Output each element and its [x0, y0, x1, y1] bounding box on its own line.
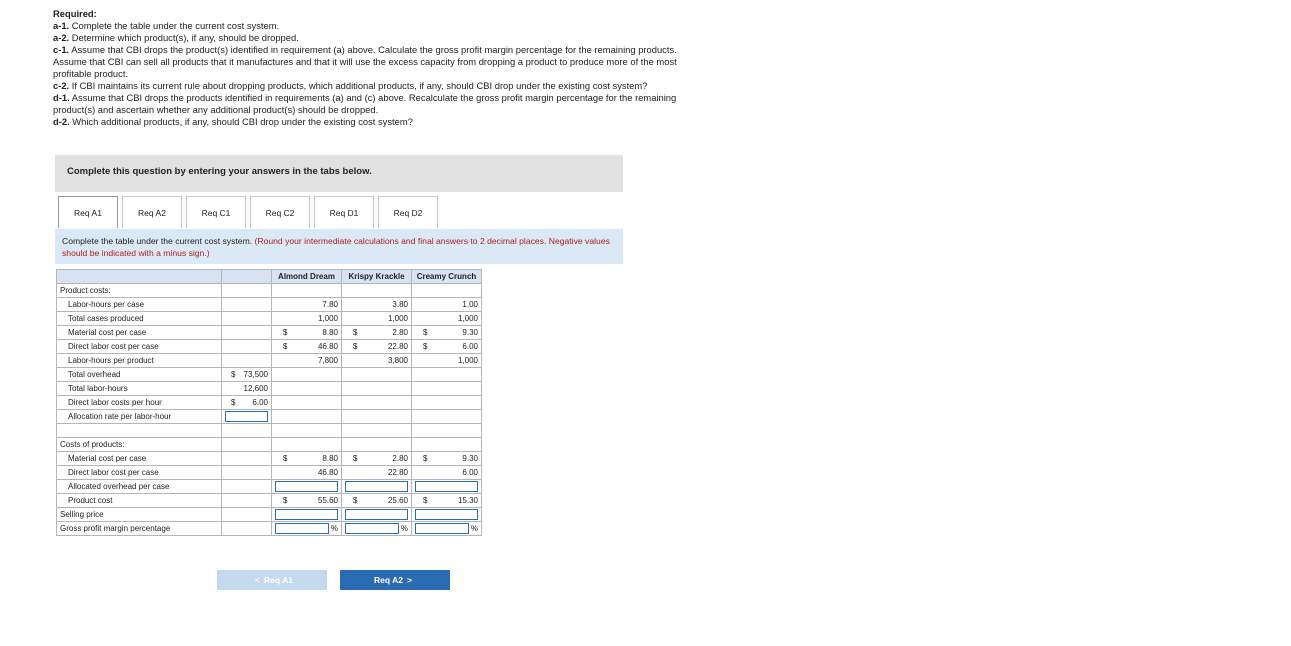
tab-req-d2[interactable]: Req D2	[378, 196, 438, 228]
allocated-overhead-creamy-input[interactable]	[415, 481, 478, 492]
chevron-left-icon: <	[255, 575, 260, 585]
selling-price-krispy-input[interactable]	[345, 509, 408, 520]
tab-bar	[58, 196, 442, 229]
requirement-d2: d-2. Which additional products, if any, should CBI drop under the existing cost system?	[53, 116, 413, 127]
prev-tab-button[interactable]: < Req A1	[217, 570, 327, 590]
gross-margin-krispy-input[interactable]	[345, 523, 399, 534]
header-row	[57, 270, 482, 284]
table-row: Material cost per case $ 8.80 $ 2.80 $ 9.30	[57, 452, 482, 466]
selling-price-almond-input[interactable]	[275, 509, 338, 520]
table-row: Total labor-hours 12,600	[57, 382, 482, 396]
tab-req-d1[interactable]: Req D1	[314, 196, 374, 228]
table-row: Total overhead $ 73,500	[57, 368, 482, 382]
requirements-title: Required:	[53, 8, 97, 19]
table-row: Gross profit margin percentage % % %	[57, 522, 482, 536]
tab-req-a2[interactable]: Req A2	[122, 196, 182, 228]
product-costs-label: Product costs:	[57, 284, 222, 298]
chevron-right-icon: >	[407, 575, 412, 585]
rounding-note: (Round your intermediate calculations and final answers to 2 decimal places. Negative values should be indicated with a minus sign.)	[62, 236, 610, 258]
table-row: Allocated overhead per case	[57, 480, 482, 494]
instructions-banner	[55, 155, 623, 192]
tab-req-c1[interactable]: Req C1	[186, 196, 246, 228]
requirement-a2: a-2. Determine which product(s), if any, should be dropped.	[53, 32, 299, 43]
header-krispy-krackle: Krispy Krackle	[342, 270, 412, 284]
allocated-overhead-almond-input[interactable]	[275, 481, 338, 492]
table-instructions: Complete the table under the current cost system. (Round your intermediate calculations and final answers to 2 decimal places. Negative values should be indicated with a minus sign.)	[55, 229, 623, 264]
requirement-c2: c-2. If CBI maintains its current rule about dropping products, which additional products, if any, should CBI drop under the existing cost system?	[53, 80, 648, 91]
table-row: Labor-hours per case 7.80 3.80 1.00	[57, 298, 482, 312]
table-row: Product cost $ 55.60 $ 25.60 $ 15.30	[57, 494, 482, 508]
banner-text: Complete this question by entering your answers in the tabs below.	[67, 166, 372, 177]
gross-margin-creamy-input[interactable]	[415, 523, 469, 534]
tab-req-a1[interactable]: Req A1	[58, 196, 118, 228]
table-row: Total cases produced 1,000 1,000 1,000	[57, 312, 482, 326]
selling-price-creamy-input[interactable]	[415, 509, 478, 520]
next-tab-button[interactable]: Req A2 >	[340, 570, 450, 590]
table-row	[57, 424, 482, 438]
cost-table	[56, 269, 482, 536]
allocated-overhead-krispy-input[interactable]	[345, 481, 408, 492]
table-row: Selling price	[57, 508, 482, 522]
header-almond-dream: Almond Dream	[272, 270, 342, 284]
allocation-rate-input[interactable]	[225, 411, 268, 422]
tab-req-c2[interactable]: Req C2	[250, 196, 310, 228]
table-row: Allocation rate per labor-hour	[57, 410, 482, 424]
requirement-d1: d-1. Assume that CBI drops the products identified in requirements (a) and (c) above. Recalculate the gross profit margin percentage for the remaining product(s) and ascertain whether any additional product(s) should be dropped.	[53, 92, 677, 115]
table-row: Labor-hours per product 7,800 3,800 1,000	[57, 354, 482, 368]
costs-of-products-label: Costs of products:	[57, 438, 222, 452]
gross-margin-almond-input[interactable]	[275, 523, 329, 534]
table-row	[57, 284, 482, 298]
table-row: Direct labor cost per case 46.80 22.80 6.00	[57, 466, 482, 480]
requirement-c1: c-1. Assume that CBI drops the product(s) identified in requirement (a) above. Calculate the gross profit margin percentage for the remaining products. Assume that CBI can sell all products that it manufactures and that it will use the excess capacity from dropping a product to produce more of the most profitable product.	[53, 44, 677, 79]
table-row: Direct labor cost per case $ 46.80 $ 22.80 $ 6.00	[57, 340, 482, 354]
table-row: Material cost per case $ 8.80 $ 2.80 $ 9.30	[57, 326, 482, 340]
requirements-block	[53, 8, 683, 128]
requirement-a1: a-1. Complete the table under the current cost system.	[53, 20, 280, 31]
table-row: Direct labor costs per hour $ 6.00	[57, 396, 482, 410]
table-row	[57, 438, 482, 452]
header-creamy-crunch: Creamy Crunch	[412, 270, 482, 284]
